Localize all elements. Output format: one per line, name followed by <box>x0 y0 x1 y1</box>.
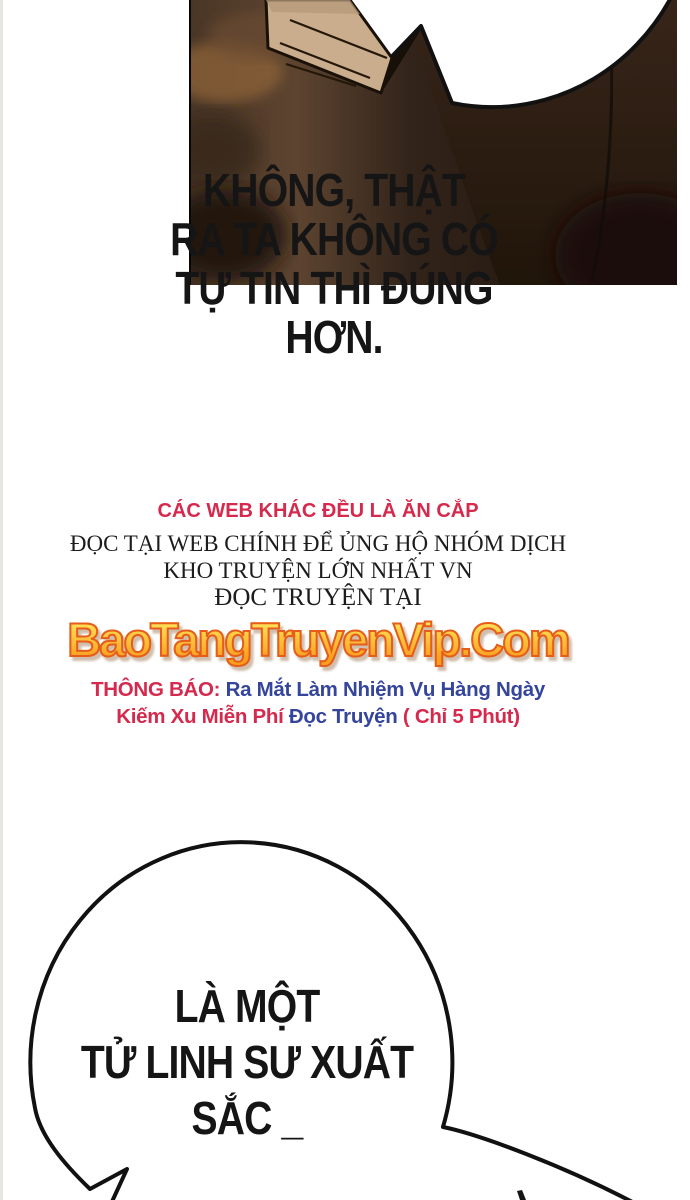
dialogue-line: RA TA KHÔNG CÓ <box>170 213 498 265</box>
notice-line-2 <box>58 703 578 730</box>
dialogue-line: LÀ MỘT <box>174 980 320 1032</box>
dialogue-line: SẮC _ <box>191 1092 303 1144</box>
dialogue-top <box>164 166 504 362</box>
notice-label: THÔNG BÁO: <box>91 678 226 701</box>
notice-text: Ra Mắt Làm Nhiệm Vụ Hàng Ngày <box>225 678 545 701</box>
watermark-line: ĐỌC TẠI WEB CHÍNH ĐỂ ỦNG HỘ NHÓM DỊCH <box>69 531 567 556</box>
site-logo-text: BaoTangTruyenVip.Com <box>58 614 578 666</box>
watermark-line: KHO TRUYỆN LỚN NHẤT VN <box>163 558 473 583</box>
dialogue-line: HƠN. <box>285 311 383 363</box>
dialogue-line: TỰ TIN THÌ ĐÚNG <box>175 262 493 314</box>
dialogue-bottom <box>60 978 434 1146</box>
watermark-line: ĐỌC TRUYỆN TẠI <box>214 584 422 611</box>
page-left-edge <box>0 0 3 1200</box>
fan-shading <box>266 0 360 14</box>
notice-part: Đọc Truyện <box>288 705 403 728</box>
notice-part: ( Chỉ 5 Phút) <box>402 705 520 728</box>
translator-watermark <box>58 500 578 730</box>
dialogue-line: KHÔNG, THẬT <box>202 164 466 216</box>
dialogue-line: TỬ LINH SƯ XUẤT <box>80 1036 414 1088</box>
notice-part: Kiếm Xu Miễn Phí <box>116 705 289 728</box>
notice-line-1 <box>58 676 578 703</box>
watermark-warning: CÁC WEB KHÁC ĐỀU LÀ ĂN CẮP <box>157 500 479 522</box>
